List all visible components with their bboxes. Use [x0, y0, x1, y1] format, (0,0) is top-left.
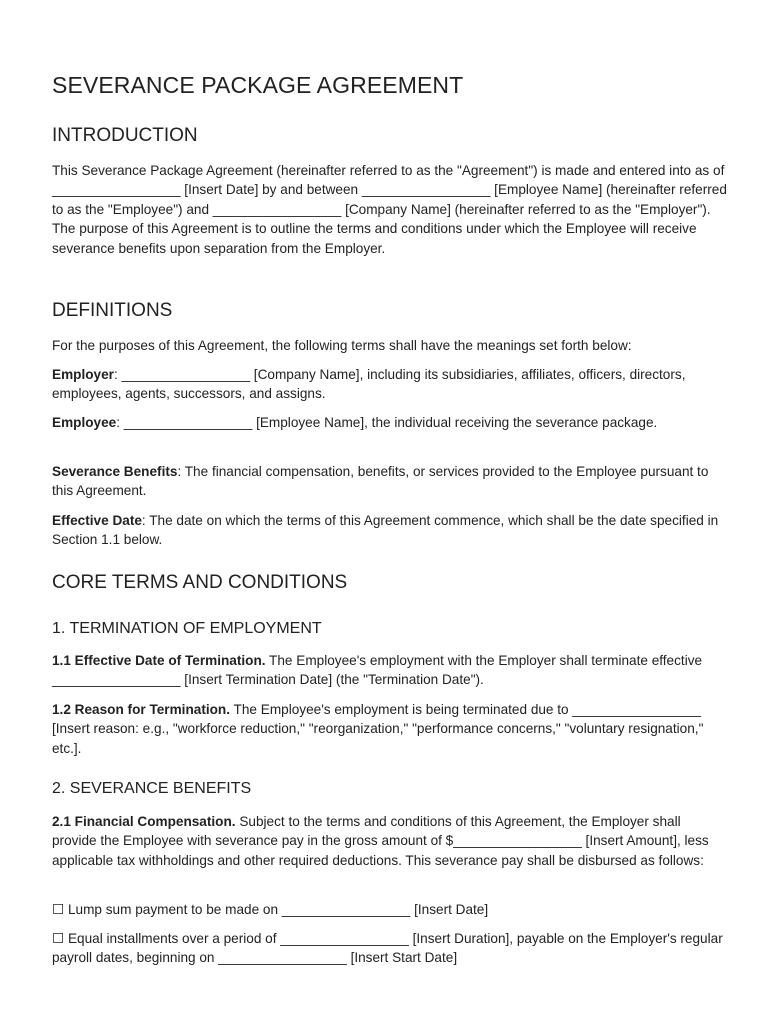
definition-text: : The financial compensation, benefits, or services provided to the Employee pursuant to this Agreement. [52, 464, 709, 499]
payment-option-installments[interactable]: ☐ Equal installments over a period of _________________ [Insert Duration], payable on the Employer's regular payroll dates, beginning on _________________ [Insert Start Date] [52, 931, 723, 966]
clause-text: Subject to the terms and conditions of this Agreement, the Employer shall provide the Employee with severance pay in the gross amount of $_________________ [Insert Amount], less applicable tax withholdings and other required deductions. This severance pay shall be disbursed as follows: [52, 814, 709, 868]
clause-title: 2.1 Financial Compensation. [52, 814, 236, 829]
definitions-lead: For the purposes of this Agreement, the following terms shall have the meanings set forth below: [52, 338, 632, 353]
introduction-text: This Severance Package Agreement (hereinafter referred to as the "Agreement") is made and entered into as of _________________ [Insert Date] by and between _________________ [Employee Name] (hereinafter referred to as the "Employee") and _________________ [Company Name] (hereinafter referred to as the "Employer"). The purpose of this Agreement is to outline the terms and conditions under which the Employee will receive severance benefits upon separation from the Employer. [52, 163, 727, 256]
introduction-heading: INTRODUCTION [52, 125, 198, 146]
definition-employee [52, 413, 727, 432]
definition-severance-benefits [52, 462, 727, 501]
definition-text: : The date on which the terms of this Agreement commence, which shall be the date specified in Section 1.1 below. [52, 513, 719, 548]
definition-effective-date [52, 511, 727, 550]
definition-term: Employee [52, 415, 117, 430]
definition-term: Effective Date [52, 513, 142, 528]
definitions-heading: DEFINITIONS [52, 300, 173, 321]
clause-1-2 [52, 700, 727, 758]
clause-1-1 [52, 651, 727, 690]
clause-text: The Employee's employment with the Employer shall terminate effective _________________ [Insert Termination Date] (the "Termination Date"). [52, 653, 703, 688]
clause-2-1 [52, 812, 727, 870]
definition-term: Employer [52, 367, 114, 382]
clause-title: 1.2 Reason for Termination. [52, 702, 231, 717]
section-1-heading: 1. TERMINATION OF EMPLOYMENT [52, 620, 322, 637]
section-2-heading: 2. SEVERANCE BENEFITS [52, 780, 252, 797]
core-terms-heading: CORE TERMS AND CONDITIONS [52, 572, 348, 593]
definition-text: : _________________ [Employee Name], the individual receiving the severance package. [116, 415, 658, 430]
clause-text: The Employee's employment is being terminated due to _________________ [Insert reason: e.g., "workforce reduction," "reorganization," "performance concerns," "voluntary resignation," etc.]. [52, 702, 704, 756]
document-title: SEVERANCE PACKAGE AGREEMENT [52, 72, 464, 98]
definition-employer [52, 365, 727, 404]
definition-term: Severance Benefits [52, 464, 178, 479]
clause-title: 1.1 Effective Date of Termination. [52, 653, 266, 668]
definition-text: : _________________ [Company Name], including its subsidiaries, affiliates, officers, directors, employees, agents, successors, and assigns. [52, 367, 686, 402]
payment-option-lump-sum[interactable]: ☐ Lump sum payment to be made on _________________ [Insert Date] [52, 902, 489, 917]
